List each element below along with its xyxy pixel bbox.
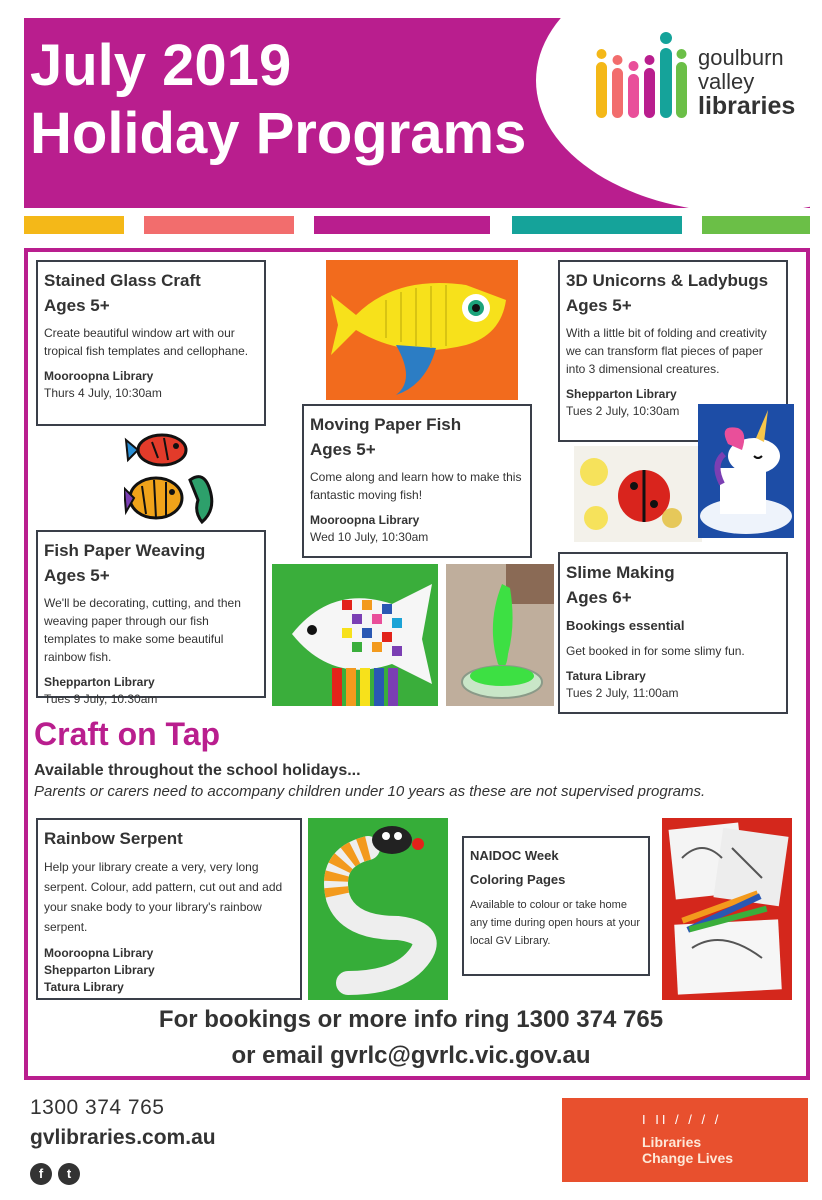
rainbow-fish-photo bbox=[272, 564, 438, 706]
program-time: Wed 10 July, 10:30am bbox=[310, 530, 429, 544]
stripe-coral bbox=[144, 216, 294, 234]
program-time: Tues 9 July, 10:30am bbox=[44, 692, 158, 706]
craft-location-2: Shepparton Library bbox=[44, 963, 155, 977]
badge-marks: I II / / / / bbox=[642, 1112, 722, 1127]
badge-line-1: Libraries bbox=[642, 1134, 702, 1150]
program-ages: Ages 5+ bbox=[44, 566, 110, 585]
page-title bbox=[30, 32, 526, 168]
program-moving-fish bbox=[302, 404, 532, 558]
program-title: Fish Paper Weaving bbox=[44, 541, 206, 560]
program-ages: Ages 5+ bbox=[566, 296, 632, 315]
craft-location-3: Tatura Library bbox=[44, 980, 124, 994]
craft-rainbow-serpent bbox=[36, 818, 302, 1000]
logo-word-2: valley bbox=[698, 69, 755, 94]
craft-desc: Help your library create a very, very long serpent. Colour, add pattern, cut out and add your snake body to your library's rainbow serpent. bbox=[44, 860, 283, 934]
craft-title-1: NAIDOC Week bbox=[470, 848, 559, 863]
unicorn-photo bbox=[698, 404, 794, 538]
program-location: Shepparton Library bbox=[44, 675, 155, 689]
stripe-green bbox=[702, 216, 810, 234]
program-time: Tues 2 July, 11:00am bbox=[566, 686, 679, 700]
badge-line-2: Change Lives bbox=[642, 1150, 734, 1166]
program-location: Shepparton Library bbox=[566, 387, 677, 401]
paper-fish-illustration bbox=[326, 260, 518, 400]
twitter-icon[interactable]: t bbox=[58, 1163, 80, 1185]
program-ages: Ages 5+ bbox=[310, 440, 376, 459]
craft-availability: Available throughout the school holidays... bbox=[34, 762, 361, 779]
logo-people-icon bbox=[594, 30, 689, 126]
gv-libraries-logo bbox=[594, 24, 804, 134]
title-line-1: July 2019 bbox=[30, 33, 292, 98]
craft-on-tap-heading: Craft on Tap bbox=[34, 716, 221, 752]
slime-photo bbox=[446, 564, 554, 706]
program-desc: With a little bit of folding and creativity we can transform flat pieces of paper into 3 dimensional creatures. bbox=[566, 326, 767, 376]
program-slime bbox=[558, 552, 788, 714]
logo-wordmark bbox=[698, 46, 795, 118]
craft-naidoc bbox=[462, 836, 650, 976]
craft-title: Rainbow Serpent bbox=[44, 829, 183, 848]
moving-fish-photo bbox=[326, 260, 518, 400]
title-line-2: Holiday Programs bbox=[30, 101, 527, 166]
stripe-teal bbox=[512, 216, 682, 234]
program-desc: Come along and learn how to make this fantastic moving fish! bbox=[310, 470, 522, 502]
craft-desc: Available to colour or take home any time during open hours at your local GV Library. bbox=[470, 899, 640, 947]
coloring-pages-photo bbox=[662, 818, 792, 1000]
stripe-yellow bbox=[24, 216, 124, 234]
bookings-email-line: or email gvrlc@gvrlc.vic.gov.au bbox=[231, 1042, 591, 1069]
logo-word-1: goulburn bbox=[698, 45, 784, 70]
stained-glass-fish-clipart bbox=[124, 430, 224, 528]
header-banner bbox=[24, 18, 810, 208]
craft-location-1: Mooroopna Library bbox=[44, 946, 154, 960]
stripe-magenta bbox=[314, 216, 490, 234]
program-weaving bbox=[36, 530, 266, 706]
facebook-icon[interactable]: f bbox=[30, 1163, 52, 1185]
program-title: Moving Paper Fish bbox=[310, 415, 462, 434]
rainbow-serpent-photo bbox=[308, 818, 448, 1000]
program-location: Mooroopna Library bbox=[310, 513, 420, 527]
program-stained-glass bbox=[36, 260, 266, 426]
program-desc: Get booked in for some slimy fun. bbox=[566, 644, 745, 658]
program-title: Stained Glass Craft bbox=[44, 271, 201, 290]
supervision-note: Parents or carers need to accompany children under 10 years as these are not supervised programs. bbox=[34, 783, 706, 800]
program-time: Tues 2 July, 10:30am bbox=[566, 404, 680, 418]
libraries-change-lives-badge bbox=[562, 1098, 808, 1182]
program-title: 3D Unicorns & Ladybugs bbox=[566, 271, 769, 290]
program-ages: Ages 6+ bbox=[566, 588, 632, 607]
ladybug-photo bbox=[574, 446, 702, 542]
logo-word-3: libraries bbox=[698, 92, 796, 120]
program-location: Tatura Library bbox=[566, 669, 646, 683]
program-desc: Create beautiful window art with our tropical fish templates and cellophane. bbox=[44, 326, 249, 358]
footer-phone[interactable]: 1300 374 765 bbox=[30, 1096, 165, 1119]
program-ages: Ages 5+ bbox=[44, 296, 110, 315]
color-stripes bbox=[24, 216, 810, 234]
bookings-phone-line: For bookings or more info ring 1300 374 765 bbox=[158, 1006, 664, 1033]
program-title: Slime Making bbox=[566, 563, 675, 582]
program-bookings-note: Bookings essential bbox=[566, 618, 685, 633]
badge-text bbox=[642, 1134, 733, 1166]
program-desc: We'll be decorating, cutting, and then weaving paper through our fish templates to make some beautiful rainbow fish. bbox=[44, 596, 241, 664]
craft-title-2: Coloring Pages bbox=[470, 872, 566, 887]
program-time: Thurs 4 July, 10:30am bbox=[44, 386, 162, 400]
footer-website[interactable]: gvlibraries.com.au bbox=[30, 1126, 216, 1149]
program-location: Mooroopna Library bbox=[44, 369, 154, 383]
